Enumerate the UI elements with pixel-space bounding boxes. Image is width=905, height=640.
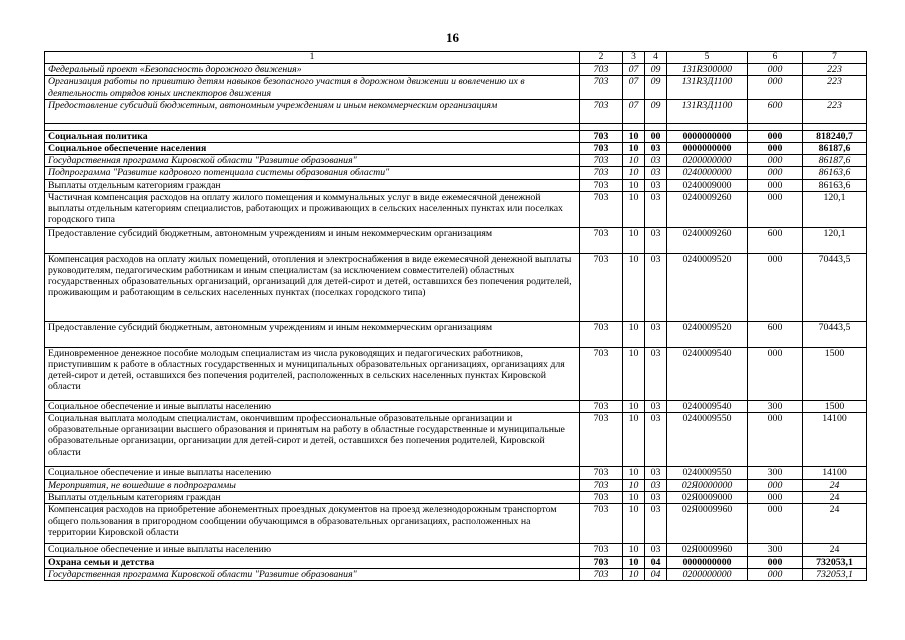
target-article-cell: 0000000000 bbox=[667, 130, 748, 142]
expense-type-cell: 300 bbox=[748, 544, 803, 556]
column-number: 2 bbox=[580, 52, 623, 64]
row-name-cell: Предоставление субсидий бюджетным, автономным учреждениям и иным некоммерческим организациям bbox=[45, 99, 580, 123]
section-code-cell: 10 bbox=[623, 568, 645, 580]
expense-type-cell: 000 bbox=[748, 179, 803, 191]
row-name-cell: Социальная политика bbox=[45, 130, 580, 142]
subsection-code-cell: 03 bbox=[645, 167, 667, 179]
expense-type-cell: 000 bbox=[748, 504, 803, 544]
table-row bbox=[45, 568, 867, 580]
row-name-cell: Компенсация расходов на приобретение абонементных проездных документов на проезд железнодорожным транспортом общего пользования в пригородном сообщении обучающимся в образовательных организациях, расположенных на территории Кировской области bbox=[45, 504, 580, 544]
budget-table-body bbox=[45, 52, 867, 581]
row-name-cell: Компенсация расходов на оплату жилых помещений, отопления и электроснабжения в виде ежемесячной денежной выплаты руководителям, педагогическим работникам и иным специалистам (за исключением совместителей) областных государственных образовательных организаций, организаций для детей-сирот и детей, оставшихся без попечения родителей, проживающим и работающим в сельских населенных пунктах (поселках городского типа) bbox=[45, 253, 580, 321]
ved-code-cell: 703 bbox=[580, 492, 623, 504]
subsection-code-cell: 04 bbox=[645, 556, 667, 568]
target-article-cell: 0240009540 bbox=[667, 347, 748, 400]
amount-cell: 86187,6 bbox=[803, 143, 867, 155]
column-number: 3 bbox=[623, 52, 645, 64]
expense-type-cell: 000 bbox=[748, 64, 803, 76]
subsection-code-cell: 03 bbox=[645, 467, 667, 480]
row-name-cell: Выплаты отдельным категориям граждан bbox=[45, 492, 580, 504]
subsection-code-cell: 03 bbox=[645, 400, 667, 412]
expense-type-cell: 000 bbox=[748, 568, 803, 580]
subsection-code-cell: 09 bbox=[645, 64, 667, 76]
target-article-cell: 0240009550 bbox=[667, 467, 748, 480]
target-article-cell: 0240009000 bbox=[667, 179, 748, 191]
column-number-row bbox=[45, 52, 867, 64]
expense-type-cell: 600 bbox=[748, 227, 803, 253]
row-name-cell: Охрана семьи и детства bbox=[45, 556, 580, 568]
amount-cell: 70443,5 bbox=[803, 321, 867, 347]
empty-cell bbox=[45, 123, 580, 130]
subsection-code-cell: 03 bbox=[645, 191, 667, 227]
section-code-cell: 10 bbox=[623, 492, 645, 504]
table-row bbox=[45, 556, 867, 568]
table-row bbox=[45, 155, 867, 167]
amount-cell: 70443,5 bbox=[803, 253, 867, 321]
subsection-code-cell: 03 bbox=[645, 480, 667, 492]
row-name-cell: Предоставление субсидий бюджетным, автономным учреждениям и иным некоммерческим организациям bbox=[45, 227, 580, 253]
table-row bbox=[45, 143, 867, 155]
table-row bbox=[45, 167, 867, 179]
ved-code-cell: 703 bbox=[580, 480, 623, 492]
target-article-cell: 0240000000 bbox=[667, 167, 748, 179]
section-code-cell: 10 bbox=[623, 413, 645, 467]
section-code-cell: 10 bbox=[623, 480, 645, 492]
ved-code-cell: 703 bbox=[580, 467, 623, 480]
section-code-cell: 07 bbox=[623, 64, 645, 76]
amount-cell: 818240,7 bbox=[803, 130, 867, 142]
target-article-cell: 0200000000 bbox=[667, 155, 748, 167]
ved-code-cell: 703 bbox=[580, 167, 623, 179]
row-name-cell: Социальное обеспечение и иные выплаты населению bbox=[45, 544, 580, 556]
expense-type-cell: 300 bbox=[748, 467, 803, 480]
table-row bbox=[45, 130, 867, 142]
row-name-cell: Социальное обеспечение и иные выплаты населению bbox=[45, 467, 580, 480]
target-article-cell: 0240009520 bbox=[667, 321, 748, 347]
amount-cell: 24 bbox=[803, 480, 867, 492]
empty-cell bbox=[623, 123, 645, 130]
target-article-cell: 0000000000 bbox=[667, 143, 748, 155]
target-article-cell: 0240009260 bbox=[667, 227, 748, 253]
expense-type-cell: 000 bbox=[748, 167, 803, 179]
amount-cell: 14100 bbox=[803, 413, 867, 467]
ved-code-cell: 703 bbox=[580, 400, 623, 412]
target-article-cell: 02Я0000000 bbox=[667, 480, 748, 492]
section-code-cell: 07 bbox=[623, 99, 645, 123]
section-code-cell: 10 bbox=[623, 179, 645, 191]
amount-cell: 223 bbox=[803, 76, 867, 99]
expense-type-cell: 000 bbox=[748, 130, 803, 142]
table-row bbox=[45, 544, 867, 556]
page-number: 16 bbox=[446, 30, 459, 45]
section-code-cell: 10 bbox=[623, 227, 645, 253]
row-name-cell: Государственная программа Кировской области "Развитие образования" bbox=[45, 155, 580, 167]
row-name-cell: Социальное обеспечение и иные выплаты населению bbox=[45, 400, 580, 412]
amount-cell: 24 bbox=[803, 544, 867, 556]
table-row bbox=[45, 321, 867, 347]
amount-cell: 732053,1 bbox=[803, 568, 867, 580]
ved-code-cell: 703 bbox=[580, 568, 623, 580]
empty-cell bbox=[580, 123, 623, 130]
ved-code-cell: 703 bbox=[580, 143, 623, 155]
ved-code-cell: 703 bbox=[580, 504, 623, 544]
target-article-cell: 0000000000 bbox=[667, 556, 748, 568]
ved-code-cell: 703 bbox=[580, 347, 623, 400]
subsection-code-cell: 03 bbox=[645, 347, 667, 400]
subsection-code-cell: 03 bbox=[645, 504, 667, 544]
table-row bbox=[45, 99, 867, 123]
ved-code-cell: 703 bbox=[580, 321, 623, 347]
section-code-cell: 10 bbox=[623, 191, 645, 227]
column-number: 7 bbox=[803, 52, 867, 64]
ved-code-cell: 703 bbox=[580, 130, 623, 142]
table-row bbox=[45, 191, 867, 227]
row-name-cell: Предоставление субсидий бюджетным, автономным учреждениям и иным некоммерческим организациям bbox=[45, 321, 580, 347]
ved-code-cell: 703 bbox=[580, 544, 623, 556]
ved-code-cell: 703 bbox=[580, 556, 623, 568]
table-row bbox=[45, 179, 867, 191]
expense-type-cell: 000 bbox=[748, 413, 803, 467]
amount-cell: 120,1 bbox=[803, 191, 867, 227]
expense-type-cell: 000 bbox=[748, 143, 803, 155]
empty-cell bbox=[645, 123, 667, 130]
target-article-cell: 02Я0009960 bbox=[667, 544, 748, 556]
expense-type-cell: 300 bbox=[748, 400, 803, 412]
separator-row bbox=[45, 123, 867, 130]
expense-type-cell: 000 bbox=[748, 347, 803, 400]
subsection-code-cell: 03 bbox=[645, 321, 667, 347]
row-name-cell: Частичная компенсация расходов на оплату жилого помещения и коммунальных услуг в виде ежемесячной денежной выплаты отдельным категориям специалистов, работающих и проживающих в сельских населенных пунктах или поселках городского типа bbox=[45, 191, 580, 227]
subsection-code-cell: 03 bbox=[645, 253, 667, 321]
ved-code-cell: 703 bbox=[580, 227, 623, 253]
row-name-cell: Единовременное денежное пособие молодым специалистам из числа руководящих и педагогических работников, приступившим к работе в областных государственных и муниципальных образовательных организациях, организациях для детей-сирот и детей, оставшихся без попечения родителей, расположенных в сельских населенных пунктах Кировской области bbox=[45, 347, 580, 400]
subsection-code-cell: 03 bbox=[645, 143, 667, 155]
target-article-cell: 02Я0009960 bbox=[667, 504, 748, 544]
expense-type-cell: 000 bbox=[748, 155, 803, 167]
section-code-cell: 10 bbox=[623, 155, 645, 167]
section-code-cell: 10 bbox=[623, 253, 645, 321]
amount-cell: 86187,6 bbox=[803, 155, 867, 167]
expense-type-cell: 000 bbox=[748, 480, 803, 492]
table-row bbox=[45, 467, 867, 480]
column-number: 4 bbox=[645, 52, 667, 64]
row-name-cell: Федеральный проект «Безопасность дорожного движения» bbox=[45, 64, 580, 76]
section-code-cell: 07 bbox=[623, 76, 645, 99]
section-code-cell: 10 bbox=[623, 544, 645, 556]
amount-cell: 1500 bbox=[803, 347, 867, 400]
amount-cell: 223 bbox=[803, 99, 867, 123]
ved-code-cell: 703 bbox=[580, 191, 623, 227]
subsection-code-cell: 09 bbox=[645, 99, 667, 123]
amount-cell: 1500 bbox=[803, 400, 867, 412]
section-code-cell: 10 bbox=[623, 130, 645, 142]
table-row bbox=[45, 413, 867, 467]
subsection-code-cell: 04 bbox=[645, 568, 667, 580]
section-code-cell: 10 bbox=[623, 467, 645, 480]
ved-code-cell: 703 bbox=[580, 155, 623, 167]
ved-code-cell: 703 bbox=[580, 413, 623, 467]
table-row bbox=[45, 253, 867, 321]
column-number: 1 bbox=[45, 52, 580, 64]
amount-cell: 223 bbox=[803, 64, 867, 76]
ved-code-cell: 703 bbox=[580, 64, 623, 76]
target-article-cell: 131R3Д1100 bbox=[667, 99, 748, 123]
expense-type-cell: 000 bbox=[748, 556, 803, 568]
expense-type-cell: 000 bbox=[748, 191, 803, 227]
row-name-cell: Выплаты отдельным категориям граждан bbox=[45, 179, 580, 191]
row-name-cell: Подпрограмма "Развитие кадрового потенциала системы образования области" bbox=[45, 167, 580, 179]
table-row bbox=[45, 227, 867, 253]
ved-code-cell: 703 bbox=[580, 253, 623, 321]
section-code-cell: 10 bbox=[623, 143, 645, 155]
section-code-cell: 10 bbox=[623, 347, 645, 400]
subsection-code-cell: 03 bbox=[645, 179, 667, 191]
target-article-cell: 131R3Д1100 bbox=[667, 76, 748, 99]
subsection-code-cell: 03 bbox=[645, 155, 667, 167]
column-number: 5 bbox=[667, 52, 748, 64]
row-name-cell: Социальная выплата молодым специалистам, окончившим профессиональные образовательные организации и образовательные организации высшего образования и принятым на работу в областные государственные и муниципальные образовательные организации, организации для детей-сирот и детей, оставшихся без попечения родителей, Кировской области bbox=[45, 413, 580, 467]
ved-code-cell: 703 bbox=[580, 76, 623, 99]
amount-cell: 86163,6 bbox=[803, 167, 867, 179]
amount-cell: 24 bbox=[803, 492, 867, 504]
target-article-cell: 0240009550 bbox=[667, 413, 748, 467]
amount-cell: 120,1 bbox=[803, 227, 867, 253]
subsection-code-cell: 03 bbox=[645, 492, 667, 504]
section-code-cell: 10 bbox=[623, 556, 645, 568]
target-article-cell: 0200000000 bbox=[667, 568, 748, 580]
target-article-cell: 0240009540 bbox=[667, 400, 748, 412]
table-row bbox=[45, 492, 867, 504]
amount-cell: 86163,6 bbox=[803, 179, 867, 191]
section-code-cell: 10 bbox=[623, 504, 645, 544]
target-article-cell: 131R300000 bbox=[667, 64, 748, 76]
amount-cell: 24 bbox=[803, 504, 867, 544]
budget-table bbox=[44, 51, 867, 581]
subsection-code-cell: 03 bbox=[645, 413, 667, 467]
table-row bbox=[45, 480, 867, 492]
target-article-cell: 0240009520 bbox=[667, 253, 748, 321]
section-code-cell: 10 bbox=[623, 400, 645, 412]
expense-type-cell: 600 bbox=[748, 321, 803, 347]
table-row bbox=[45, 64, 867, 76]
table-row bbox=[45, 76, 867, 99]
table-row bbox=[45, 400, 867, 412]
subsection-code-cell: 03 bbox=[645, 544, 667, 556]
table-row bbox=[45, 347, 867, 400]
expense-type-cell: 000 bbox=[748, 76, 803, 99]
column-number: 6 bbox=[748, 52, 803, 64]
section-code-cell: 10 bbox=[623, 321, 645, 347]
row-name-cell: Социальное обеспечение населения bbox=[45, 143, 580, 155]
table-row bbox=[45, 504, 867, 544]
amount-cell: 14100 bbox=[803, 467, 867, 480]
empty-cell bbox=[748, 123, 803, 130]
section-code-cell: 10 bbox=[623, 167, 645, 179]
expense-type-cell: 000 bbox=[748, 492, 803, 504]
ved-code-cell: 703 bbox=[580, 179, 623, 191]
row-name-cell: Организация работы по привитию детям навыков безопасного участия в дорожном движении и вовлечению их в деятельность отрядов юных инспекторов движения bbox=[45, 76, 580, 99]
expense-type-cell: 600 bbox=[748, 99, 803, 123]
amount-cell: 732053,1 bbox=[803, 556, 867, 568]
subsection-code-cell: 03 bbox=[645, 227, 667, 253]
expense-type-cell: 000 bbox=[748, 253, 803, 321]
subsection-code-cell: 09 bbox=[645, 76, 667, 99]
empty-cell bbox=[803, 123, 867, 130]
row-name-cell: Мероприятия, не вошедшие в подпрограммы bbox=[45, 480, 580, 492]
target-article-cell: 0240009260 bbox=[667, 191, 748, 227]
subsection-code-cell: 00 bbox=[645, 130, 667, 142]
empty-cell bbox=[667, 123, 748, 130]
row-name-cell: Государственная программа Кировской области "Развитие образования" bbox=[45, 568, 580, 580]
target-article-cell: 02Я0009000 bbox=[667, 492, 748, 504]
ved-code-cell: 703 bbox=[580, 99, 623, 123]
